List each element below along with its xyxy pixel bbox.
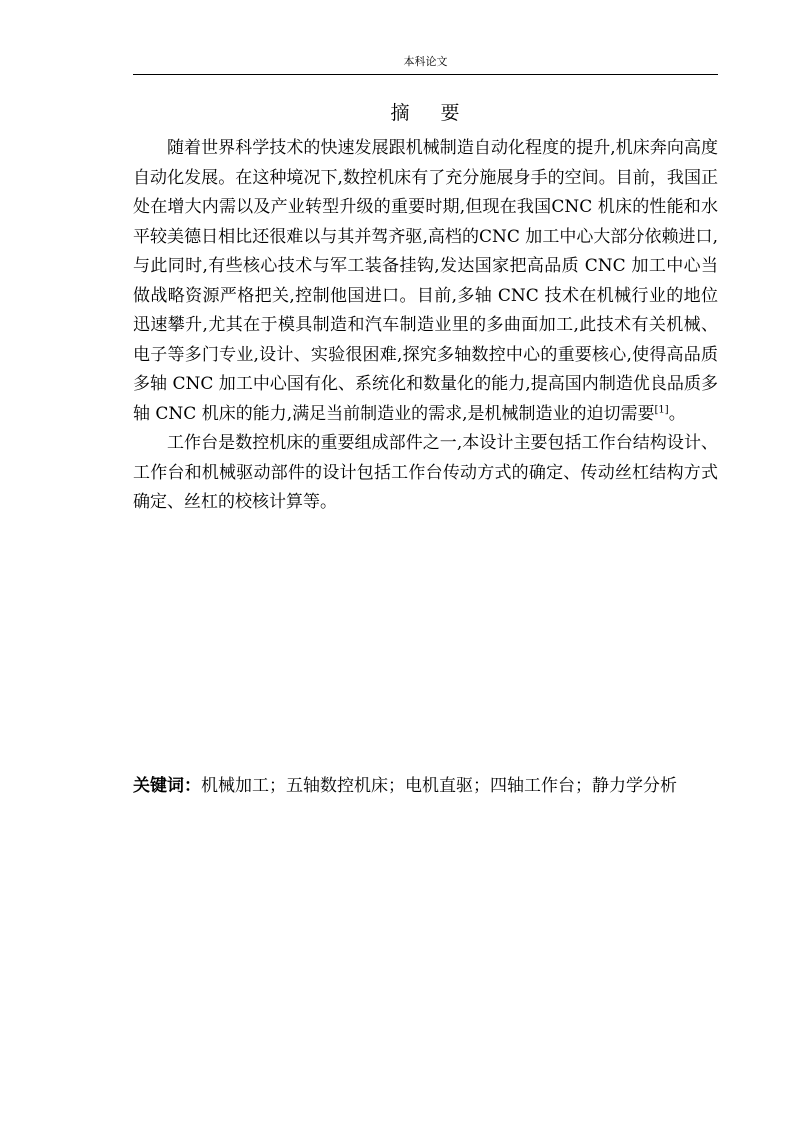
citation-marker: [1] [654,403,669,415]
title-char-1: 摘 [390,102,411,124]
keywords-text: 机械加工；五轴数控机床；电机直驱；四轴工作台；静力学分析 [201,776,677,796]
abstract-title [133,100,718,126]
abstract-body [133,134,718,518]
keywords-label: 关键词： [133,776,201,796]
page-header: 本科论文 [403,55,448,68]
keywords-line [133,772,718,802]
abstract-paragraph-1 [133,134,718,429]
paragraph-1-end: 。 [668,403,686,424]
paragraph-1-text: 随着世界科学技术的快速发展跟机械制造自动化程度的提升,机床奔向高度自动化发展。在这种境况下,数控机床有了充分施展身手的空间。目前，我国正处在增大内需以及产业转型升级的重要时期,但现在我国CNC 机床的性能和水平较美德日相比还很难以与其并驾齐驱,高档的CNC 加工中心大部分依赖进口,与此同时,有些核心技术与军工装备挂钩,发达国家把高品质 CNC 加工中心当做战略资源严格把关,控制他国进口。目前,多轴 CNC 技术在机械行业的地位迅速攀升,尤其在于模具制造和汽车制造业里的多曲面加工,此技术有关机械、电子等多门专业,设计、实验很困难,探究多轴数控中心的重要核心,使得高品质多轴 CNC 加工中心国有化、系统化和数量化的能力,提高国内制造优良品质多轴 CNC 机床的能力,满足当前制造业的需求,是机械制造业的迫切需要 [133,138,718,424]
abstract-paragraph-2 [133,429,718,518]
header-rule [133,74,718,75]
title-char-2: 要 [440,102,461,124]
paragraph-2-text: 工作台是数控机床的重要组成部件之一,本设计主要包括工作台结构设计、工作台和机械驱动部件的设计包括工作台传动方式的确定、传动丝杠结构方式确定、丝杠的校核计算等。 [133,433,718,512]
